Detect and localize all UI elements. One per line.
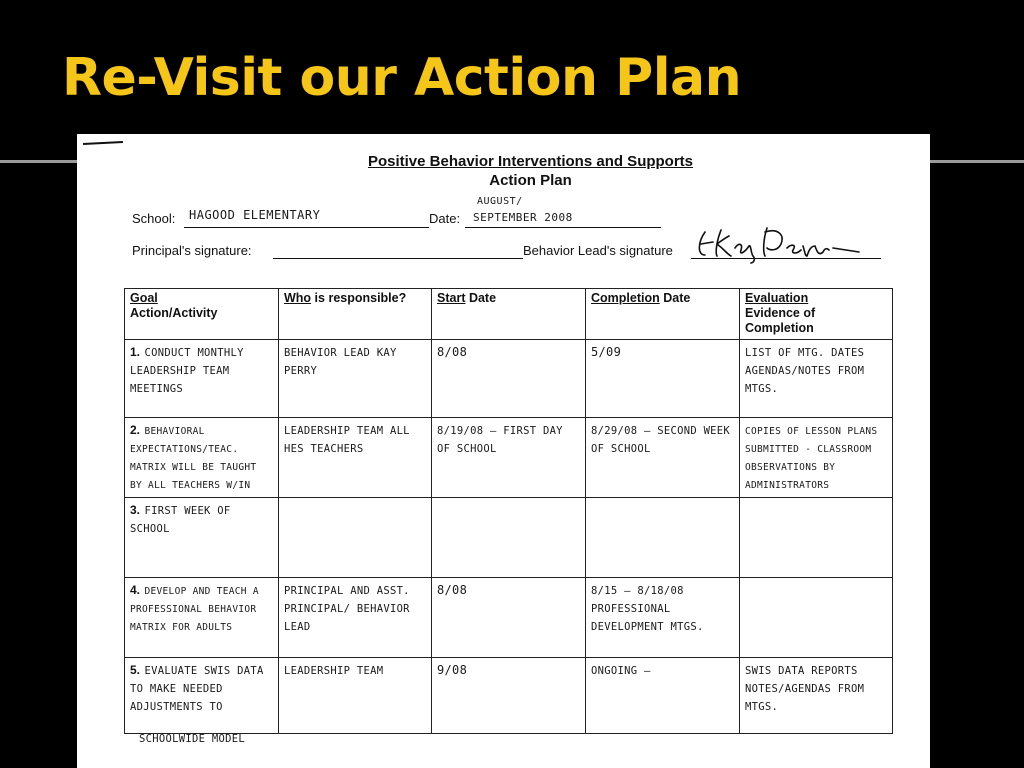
row4-who xyxy=(279,578,432,658)
row1-goal xyxy=(125,340,279,418)
row5-goal xyxy=(125,658,279,734)
row3-evaluation xyxy=(740,498,893,578)
who-text: BEHAVIOR LEAD KAY PERRY xyxy=(284,347,397,377)
header-completion-date xyxy=(586,289,740,340)
slide-title: Re-Visit our Action Plan xyxy=(62,48,742,108)
header-goal-title: Goal xyxy=(130,291,158,305)
start-text: 8/08 xyxy=(437,583,468,597)
row2-completion xyxy=(586,418,740,498)
completion-text: 8/15 – 8/18/08 PROFESSIONAL DEVELOPMENT MTGS. xyxy=(591,585,704,633)
row2-start xyxy=(432,418,586,498)
row4-goal xyxy=(125,578,279,658)
evaluation-text: COPIES OF LESSON PLANS SUBMITTED - CLASSROOM OBSERVATIONS BY ADMINISTRATORS xyxy=(745,426,878,491)
table-row xyxy=(125,658,893,734)
row3-goal xyxy=(125,498,279,578)
header-goal xyxy=(125,289,279,340)
table-row xyxy=(125,578,893,658)
document-heading xyxy=(77,152,930,190)
goal-text: FIRST WEEK OF SCHOOL xyxy=(130,505,231,535)
header-completion-sub: Date xyxy=(659,291,691,305)
principal-signature-underline xyxy=(273,258,523,259)
evaluation-text: SWIS DATA REPORTS NOTES/AGENDAS FROM MTGS. xyxy=(745,665,865,713)
row1-evaluation xyxy=(740,340,893,418)
date-value-top: AUGUST/ xyxy=(477,196,523,207)
row1-completion xyxy=(586,340,740,418)
row2-goal xyxy=(125,418,279,498)
school-label: School: xyxy=(132,211,176,226)
row2-who xyxy=(279,418,432,498)
principal-signature-label: Principal's signature: xyxy=(132,243,252,258)
row1-who xyxy=(279,340,432,418)
row3-start xyxy=(432,498,586,578)
row4-start xyxy=(432,578,586,658)
row5-completion xyxy=(586,658,740,734)
row-number: 4. xyxy=(130,583,141,597)
row5-start xyxy=(432,658,586,734)
pen-mark xyxy=(83,141,123,145)
date-underline xyxy=(465,227,661,228)
row2-evaluation xyxy=(740,418,893,498)
table-row xyxy=(125,418,893,498)
header-evaluation xyxy=(740,289,893,340)
goal-text: DEVELOP AND TEACH A PROFESSIONAL BEHAVIOR MATRIX FOR ADULTS xyxy=(130,586,259,633)
header-start-date xyxy=(432,289,586,340)
row-number: 5. xyxy=(130,663,141,677)
lead-signature-label: Behavior Lead's signature xyxy=(523,243,673,258)
header-start-sub: Date xyxy=(465,291,497,305)
row-number: 1. xyxy=(130,345,141,359)
start-text: 8/08 xyxy=(437,345,468,359)
school-underline xyxy=(184,227,429,228)
header-evaluation-sub: Evidence of Completion xyxy=(745,306,816,335)
row5-who xyxy=(279,658,432,734)
scanned-document xyxy=(77,134,930,768)
completion-text: 5/09 xyxy=(591,345,622,359)
row-number: 2. xyxy=(130,423,141,437)
completion-text: 8/29/08 – SECOND WEEK OF SCHOOL xyxy=(591,425,731,455)
table-row xyxy=(125,340,893,418)
who-text: LEADERSHIP TEAM xyxy=(284,665,384,677)
completion-text: ONGOING – xyxy=(591,665,651,677)
lead-signature-image xyxy=(693,222,863,264)
date-value: SEPTEMBER 2008 xyxy=(473,211,573,224)
header-start-title: Start xyxy=(437,291,466,305)
row-number: 3. xyxy=(130,503,141,517)
row5-goal-overflow: SCHOOLWIDE MODEL xyxy=(139,733,245,745)
header-who xyxy=(279,289,432,340)
table-header-row xyxy=(125,289,893,340)
start-text: 9/08 xyxy=(437,663,468,677)
header-who-title: Who xyxy=(284,291,312,305)
table-row xyxy=(125,498,893,578)
row3-who xyxy=(279,498,432,578)
action-plan-table xyxy=(124,288,893,734)
row3-completion xyxy=(586,498,740,578)
header-who-sub: is responsible? xyxy=(311,291,407,305)
row1-start xyxy=(432,340,586,418)
header-completion-title: Completion xyxy=(591,291,660,305)
row4-evaluation xyxy=(740,578,893,658)
document-heading-line1: Positive Behavior Interventions and Supports xyxy=(367,153,694,170)
header-evaluation-title: Evaluation xyxy=(745,291,809,305)
evaluation-text: LIST OF MTG. DATES AGENDAS/NOTES FROM MTGS. xyxy=(745,347,865,395)
who-text: PRINCIPAL AND ASST. PRINCIPAL/ BEHAVIOR LEAD xyxy=(284,585,410,633)
document-heading-line2: Action Plan xyxy=(489,172,572,189)
who-text: LEADERSHIP TEAM ALL HES TEACHERS xyxy=(284,425,410,455)
date-label: Date: xyxy=(429,211,461,226)
row5-evaluation xyxy=(740,658,893,734)
row4-completion xyxy=(586,578,740,658)
goal-text: BEHAVIORAL EXPECTATIONS/TEAC. MATRIX WILL BE TAUGHT BY ALL TEACHERS W/IN xyxy=(130,426,257,491)
header-goal-sub: Action/Activity xyxy=(130,306,218,320)
start-text: 8/19/08 – FIRST DAY OF SCHOOL xyxy=(437,425,563,455)
school-value: HAGOOD ELEMENTARY xyxy=(189,208,321,222)
goal-text: CONDUCT MONTHLY LEADERSHIP TEAM MEETINGS xyxy=(130,347,244,395)
goal-text: EVALUATE SWIS DATA TO MAKE NEEDED ADJUSTMENTS TO xyxy=(130,665,264,713)
